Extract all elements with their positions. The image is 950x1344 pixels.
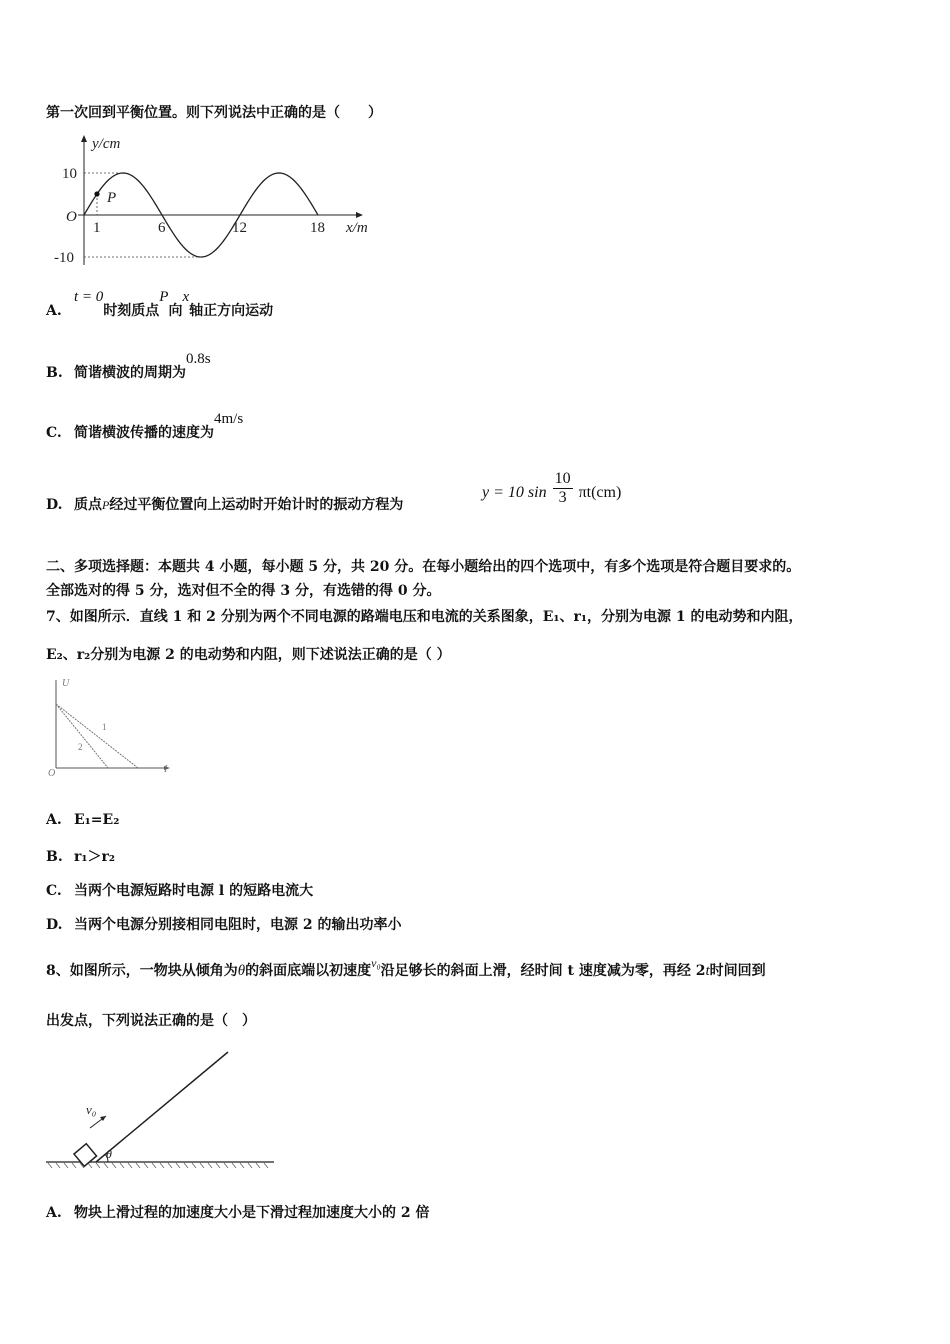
q7-origin-label: O <box>48 768 56 779</box>
q7-line-1 <box>56 704 138 768</box>
q6-option-d: D. 质点P经过平衡位置向上运动时开始计时的振动方程为 <box>46 497 404 513</box>
q7-stem-line1: 7、如图所示．直线 1 和 2 分别为两个不同电源的路端电压和电流的关系图象，E₁、r₁，分别为电源 1 的电动势和内阻， <box>46 609 803 625</box>
q7-option-c: C. 当两个电源短路时电源 l 的短路电流大 <box>46 883 314 899</box>
q6-option-c: C. 简谐横波传播的速度为4m/s <box>46 411 244 441</box>
q6-option-d-equation: y = 10 sin $\frac{10}{3}$ πt(cm) <box>482 470 622 506</box>
y-tick-label: 10 <box>62 166 77 182</box>
q7-option-a: A. E₁=E₂ <box>46 812 120 828</box>
y-axis-label: y/cm <box>92 136 121 152</box>
y-axis-arrow <box>81 135 87 142</box>
q8-v0-label: v₀ <box>86 1102 97 1117</box>
intro-text: 第一次回到平衡位置。则下列说法中正确的是（ ） <box>46 105 382 121</box>
q7-option-b: B. r₁＞r₂ <box>46 849 116 865</box>
q7-ui-chart <box>46 674 176 784</box>
q8-option-a: A. 物块上滑过程的加速度大小是下滑过程加速度大小的 2 倍 <box>46 1205 430 1221</box>
x-tick-label: 1 <box>93 220 101 236</box>
q8-block <box>74 1144 97 1167</box>
q7-stem-line2: E₂、r₂分别为电源 2 的电动势和内阻，则下述说法正确的是（ ） <box>46 647 451 663</box>
q8-theta-label: θ <box>106 1147 112 1161</box>
section2-heading-line2: 全部选对的得 5 分，选对但不全的得 3 分，有选错的得 0 分。 <box>46 583 441 599</box>
y-tick-label: -10 <box>54 250 74 266</box>
x-axis-label: x/m <box>346 220 368 236</box>
q7-line-2 <box>56 704 108 768</box>
q6-option-b: B. 简谐横波的周期为0.8s <box>46 351 211 381</box>
q7-line-1-label: 1 <box>102 722 107 732</box>
q8-ground-hatch <box>48 1163 268 1168</box>
x-tick-label: 12 <box>232 220 247 236</box>
x-tick-label: 6 <box>158 220 166 236</box>
q7-option-d: D. 当两个电源分别接相同电阻时，电源 2 的输出功率小 <box>46 917 402 933</box>
x-tick-label: 18 <box>310 220 325 236</box>
q7-u-label: U <box>62 678 70 689</box>
section2-heading-line1: 二、多项选择题：本题共 4 小题，每小题 5 分，共 20 分。在每小题给出的四个选项中，有多个选项是符合题目要求的。 <box>46 559 801 575</box>
point-p-label: P <box>107 190 117 206</box>
wave-chart <box>46 132 416 272</box>
q8-incline-figure <box>46 1044 278 1172</box>
q8-stem-line1: 8、如图所示，一物块从倾角为θ的斜面底端以初速度v₀沿足够长的斜面上滑，经时间 t 速度减为零，再经 2t时间回到 <box>46 956 766 979</box>
origin-label: O <box>66 209 77 225</box>
q6-option-a: A.t = 0时刻质点P向x轴正方向运动 <box>46 289 274 319</box>
x-axis-arrow <box>356 212 363 218</box>
q7-i-label: I <box>164 764 168 775</box>
q8-incline <box>96 1052 228 1162</box>
q7-line-2-label: 2 <box>78 742 83 752</box>
q8-stem-line2: 出发点，下列说法正确的是（ ） <box>46 1013 256 1029</box>
point-p <box>94 191 99 196</box>
